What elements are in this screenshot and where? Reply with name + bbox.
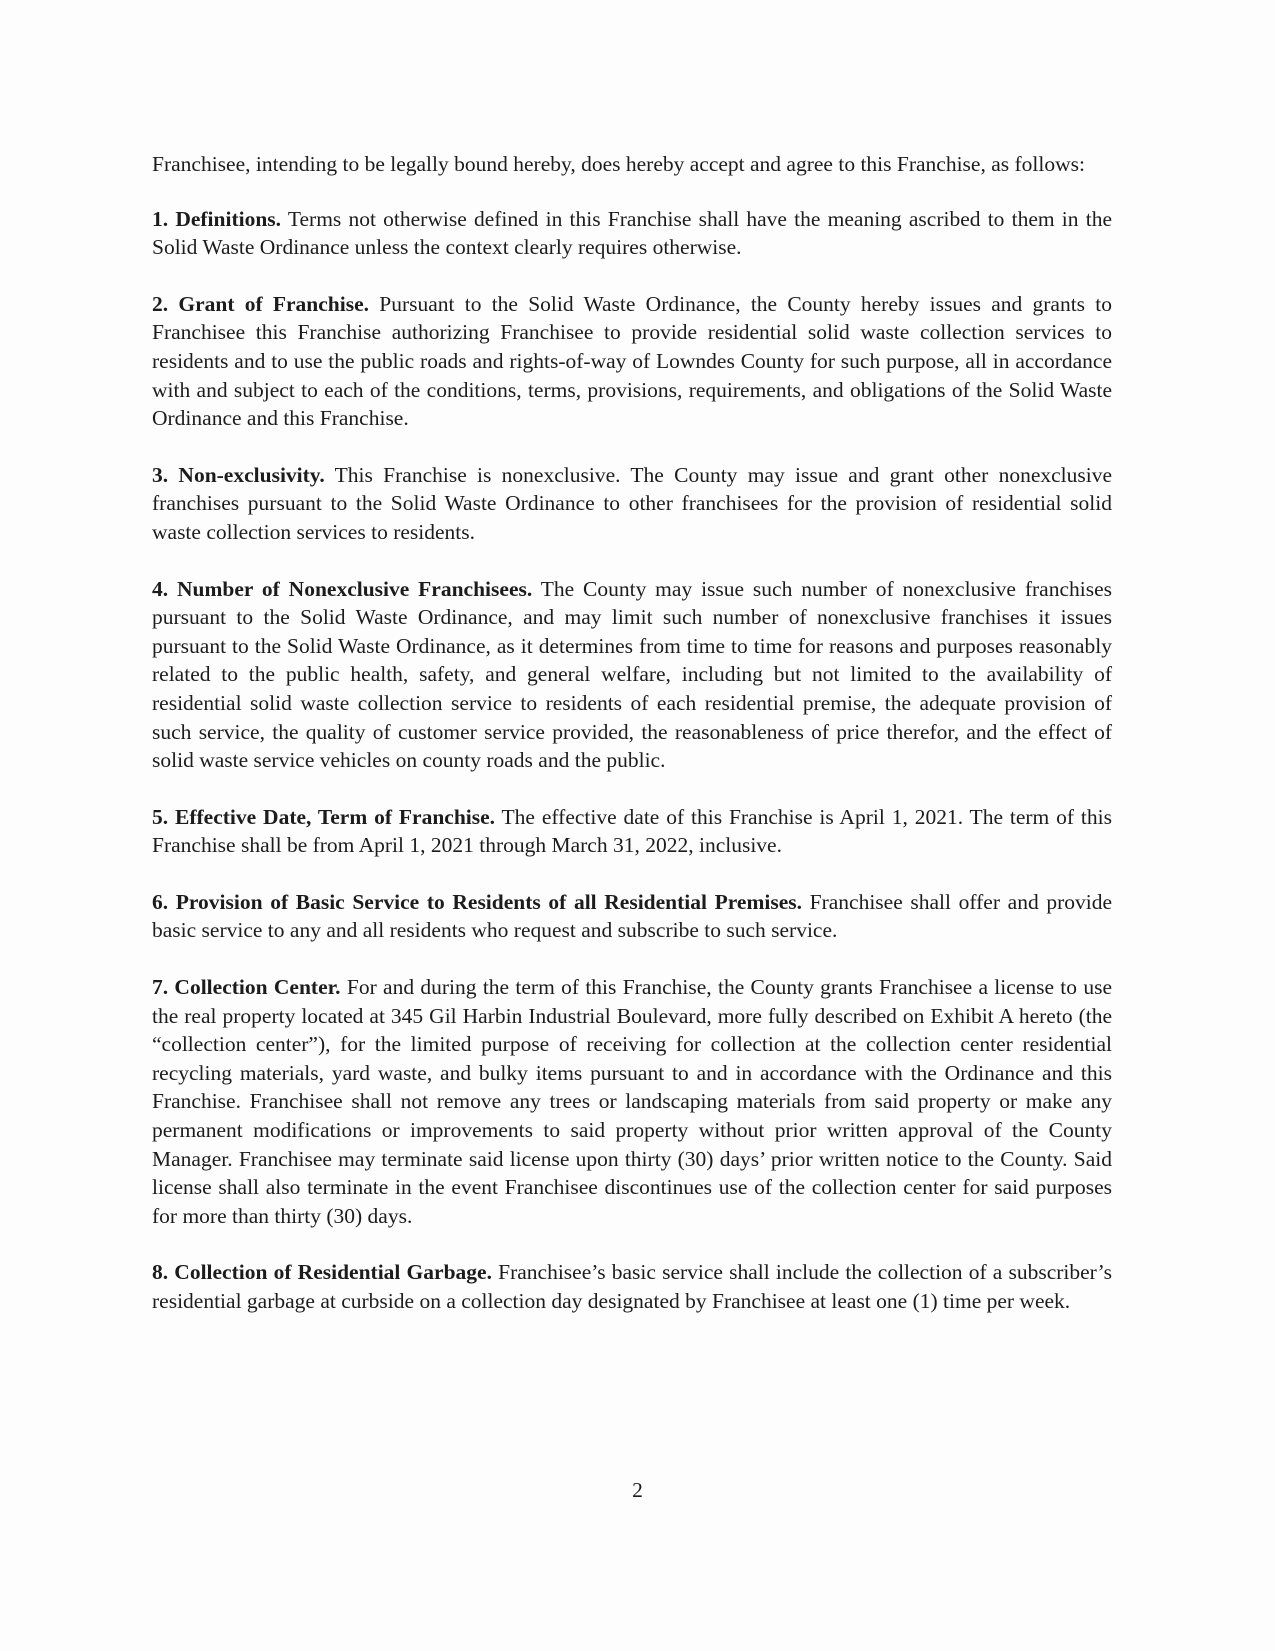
section-text: Franchisee shall offer and provide basic service to any and all residents who request and subscribe to such service. xyxy=(152,889,1112,943)
page-number: 2 xyxy=(632,1478,643,1502)
section-text: Terms not otherwise defined in this Franchise shall have the meaning ascribed to them in the Solid Waste Ordinance unless the context clearly requires otherwise. xyxy=(152,206,1112,260)
section-text: Pursuant to the Solid Waste Ordinance, the County hereby issues and grants to Franchisee this Franchise authorizing Franchisee to provide residential solid waste collection services to residents and to use the public roads and rights-of-way of Lowndes County for such purpose, all in accordance with and subject to each of the conditions, terms, provisions, requirements, and obligations of the Solid Waste Ordinance and this Franchise. xyxy=(152,291,1112,431)
section-heading: 2. Grant of Franchise. xyxy=(152,291,370,316)
section-text: The effective date of this Franchise is April 1, 2021. The term of this Franchise shall be from April 1, 2021 through March 31, 2022, inclusive. xyxy=(152,804,1112,858)
section-basic-service xyxy=(152,888,1112,945)
section-effective-date xyxy=(152,803,1112,860)
section-heading: 6. Provision of Basic Service to Residents of all Residential Premises. xyxy=(152,889,802,914)
section-heading: 3. Non-exclusivity. xyxy=(152,462,325,487)
section-number-of-franchisees xyxy=(152,575,1112,775)
section-text: Franchisee’s basic service shall include the collection of a subscriber’s residential garbage at curbside on a collection day designated by Franchisee at least one (1) time per week. xyxy=(152,1260,1112,1313)
section-heading: 1. Definitions. xyxy=(152,206,282,231)
section-text: This Franchise is nonexclusive. The County may issue and grant other nonexclusive franchises pursuant to the Solid Waste Ordinance to other franchisees for the provision of residential solid waste collection services to residents. xyxy=(152,462,1113,544)
section-heading: 8. Collection of Residential Garbage. xyxy=(152,1260,492,1285)
section-collection-center xyxy=(152,973,1112,1230)
section-heading: 5. Effective Date, Term of Franchise. xyxy=(152,804,496,829)
document-body xyxy=(152,150,1112,1344)
section-text: For and during the term of this Franchise, the County grants Franchisee a license to use the real property located at 345 Gil Harbin Industrial Boulevard, more fully described on Exhibit A hereto (the “collection center”), for the limited purpose of receiving for collection at the collection center residential recycling materials, yard waste, and bulky items pursuant to and in accordance with the Ordinance and this Franchise. Franchisee shall not remove any trees or landscaping materials from said property or make any permanent modifications or improvements to said property without prior written approval of the County Manager. Franchisee may terminate said license upon thirty (30) days’ prior written notice to the County. Said license shall also terminate in the event Franchisee discontinues use of the collection center for said purposes for more than thirty (30) days. xyxy=(152,975,1112,1228)
section-grant-of-franchise xyxy=(152,290,1112,433)
section-heading: 7. Collection Center. xyxy=(152,975,341,1000)
section-heading: 4. Number of Nonexclusive Franchisees. xyxy=(152,576,533,601)
section-definitions xyxy=(152,205,1112,262)
section-text: The County may issue such number of nonexclusive franchises pursuant to the Solid Waste Ordinance, and may limit such number of nonexclusive franchises it issues pursuant to the Solid Waste Ordinance, as it determines from time to time for reasons and purposes reasonably related to the public health, safety, and general welfare, including but not limited to the availability of residential solid waste collection service to residents of each residential premise, the adequate provision of such service, the quality of customer service provided, the reasonableness of price therefor, and the effect of solid waste service vehicles on county roads and the public. xyxy=(152,576,1112,773)
intro-paragraph: Franchisee, intending to be legally bound hereby, does hereby accept and agree to this Franchise, as follows: xyxy=(152,152,1085,176)
section-non-exclusivity xyxy=(152,461,1112,547)
section-residential-garbage xyxy=(152,1258,1112,1315)
